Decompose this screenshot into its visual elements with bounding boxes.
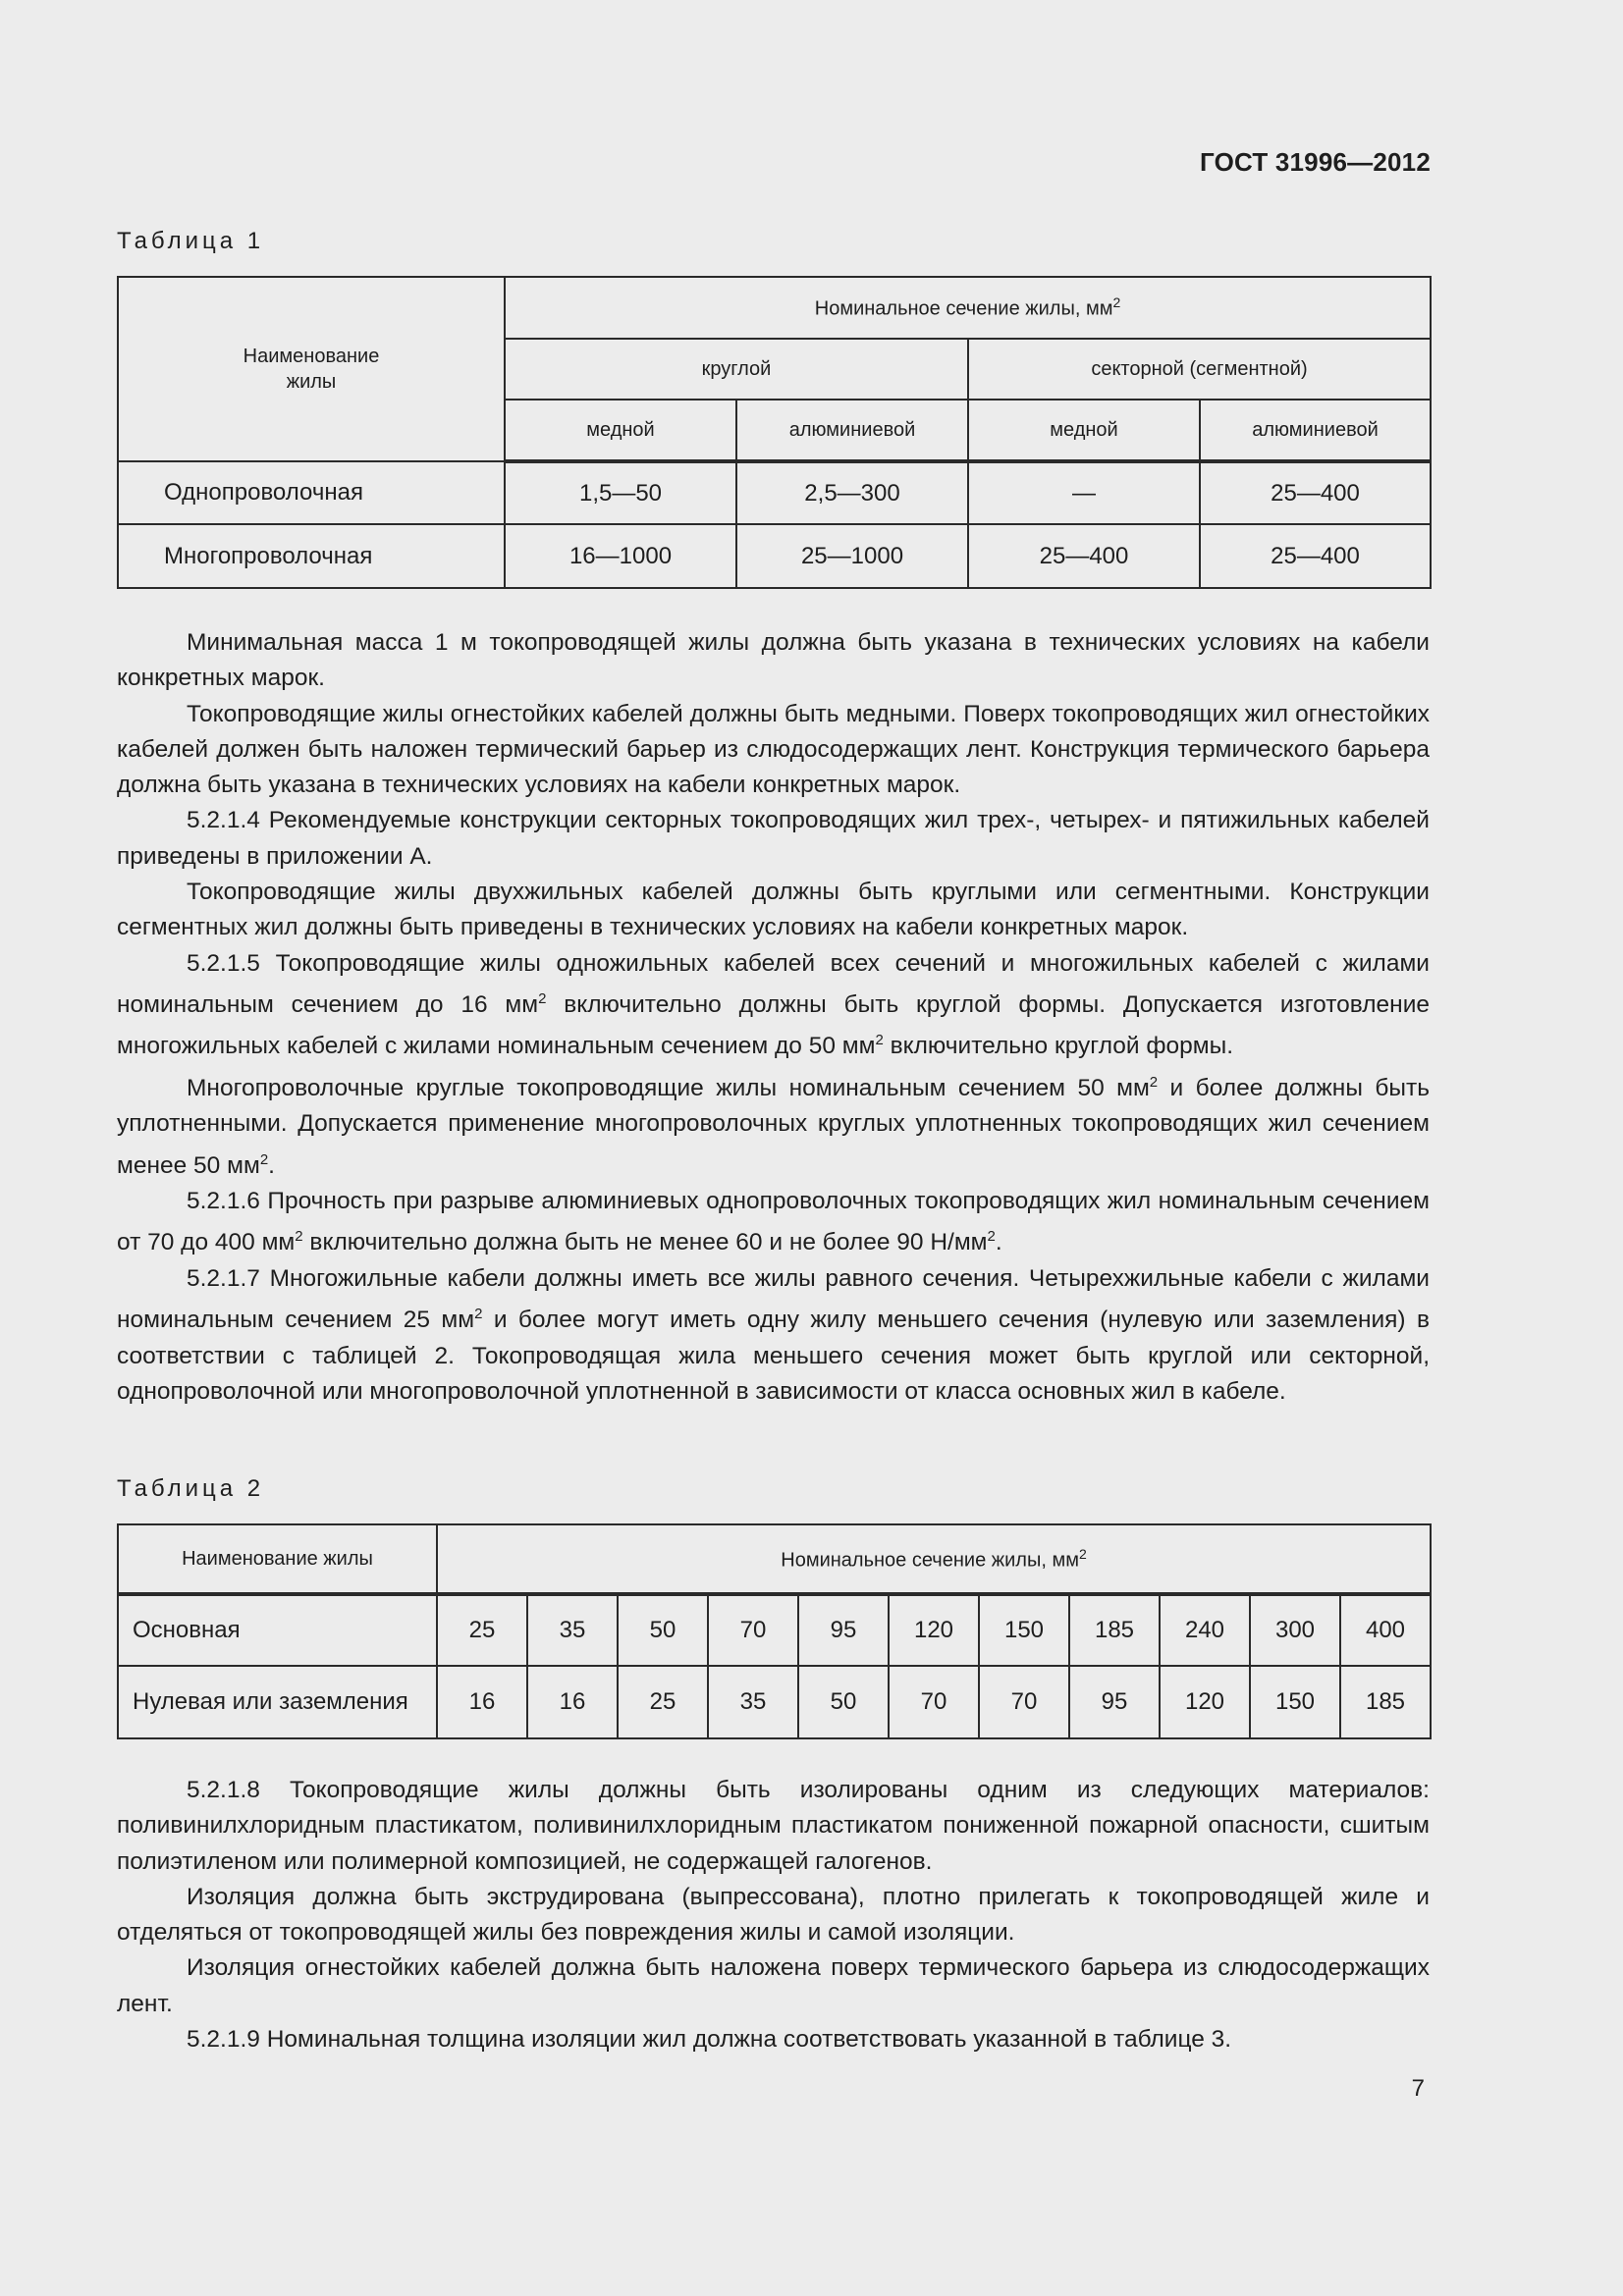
superscript: 2 bbox=[538, 989, 547, 1007]
table-cell: 120 bbox=[889, 1594, 979, 1666]
table-cell: 25—400 bbox=[968, 524, 1200, 588]
table-row bbox=[118, 1594, 1431, 1666]
table-cell: 150 bbox=[1250, 1666, 1340, 1738]
page-number: 7 bbox=[1411, 2075, 1425, 2102]
paragraph: Токопроводящие жилы огнестойких кабелей должны быть медными. Поверх токопроводящих жил огнестойких кабелей должен быть наложен термический барьер из слюдосодержащих лент. Конструкция термического барьера должна быть указана в технических условиях на кабели конкретных марок. bbox=[117, 700, 1430, 799]
table-cell: 150 bbox=[979, 1594, 1069, 1666]
table-cell: 70 bbox=[979, 1666, 1069, 1738]
text-run: включительно круглой формы. bbox=[883, 1033, 1234, 1060]
paragraph bbox=[117, 1261, 1430, 1410]
table-cell: 240 bbox=[1160, 1594, 1250, 1666]
table-cell: 50 bbox=[798, 1666, 889, 1738]
paragraph bbox=[117, 1065, 1430, 1184]
table-cell: 95 bbox=[798, 1594, 889, 1666]
table-1-row-name: Однопроволочная bbox=[118, 461, 505, 524]
table-cell: 25—400 bbox=[1200, 524, 1431, 588]
paragraph: Изоляция огнестойких кабелей должна быть наложена поверх термического барьера из слюдосодержащих лент. bbox=[117, 1954, 1430, 2017]
body-text-block-2 bbox=[117, 1773, 1430, 2057]
paragraph: 5.2.1.8 Токопроводящие жилы должны быть изолированы одним из следующих материалов: поливинилхлоридным пластикатом, поливинилхлоридным пластикатом пониженной пожарной опасности, сшитым полиэтиленом или полимерной композицией, не содержащей галогенов. bbox=[117, 1777, 1430, 1875]
table-1-nominal-header-text: Номинальное сечение жилы, мм bbox=[814, 297, 1113, 320]
superscript: 2 bbox=[259, 1150, 269, 1168]
table-cell: 120 bbox=[1160, 1666, 1250, 1738]
table-cell: 35 bbox=[708, 1666, 798, 1738]
table-1-caption: Таблица 1 bbox=[117, 228, 265, 254]
text-run: . bbox=[268, 1151, 275, 1179]
table-cell: — bbox=[968, 461, 1200, 524]
table-cell: 400 bbox=[1340, 1594, 1431, 1666]
body-text-block-1 bbox=[117, 625, 1430, 1410]
table-row bbox=[118, 461, 1431, 524]
paragraph: Изоляция должна быть экструдирована (выпрессована), плотно прилегать к токопроводящей жиле и отделяться от токопроводящей жилы без повреждения жилы и самой изоляции. bbox=[117, 1883, 1430, 1947]
table-cell: 35 bbox=[527, 1594, 618, 1666]
table-2-row-name: Нулевая или заземления bbox=[118, 1666, 437, 1738]
table-1-row-name: Многопроволочная bbox=[118, 524, 505, 588]
text-run: 5.2.1.5 Токопроводящие жилы одножильных кабелей всех сечений и многожильных кабелей с жилами номинальным сечением до 16 мм bbox=[117, 949, 1430, 1019]
table-cell: 95 bbox=[1069, 1666, 1160, 1738]
text-run: 5.2.1.7 Многожильные кабели должны иметь все жилы равного сечения. Четырехжильные кабели с жилами номинальным сечением 25 мм bbox=[117, 1264, 1430, 1334]
table-2-nominal-header-sup: 2 bbox=[1078, 1545, 1087, 1562]
table-row bbox=[118, 524, 1431, 588]
table-1-subheader: медной bbox=[505, 400, 736, 461]
table-2-caption: Таблица 2 bbox=[117, 1475, 265, 1502]
superscript: 2 bbox=[987, 1228, 996, 1246]
superscript: 2 bbox=[1149, 1073, 1159, 1091]
superscript: 2 bbox=[295, 1228, 303, 1246]
table-1-subheader: медной bbox=[968, 400, 1200, 461]
table-cell: 25 bbox=[437, 1594, 527, 1666]
table-cell: 185 bbox=[1069, 1594, 1160, 1666]
text-run: включительно должны быть круглой формы. Допускается изготовление многожильных кабелей с жилами номинальным сечением до 50 мм bbox=[117, 991, 1431, 1060]
table-2-nominal-header-text: Номинальное сечение жилы, мм bbox=[781, 1549, 1079, 1572]
table-1-name-header bbox=[118, 277, 505, 461]
table-cell: 2,5—300 bbox=[736, 461, 968, 524]
table-2 bbox=[117, 1523, 1432, 1739]
text-run: и более должны быть уплотненными. Допускается применение многопроволочных круглых уплотненных токопроводящих жил сечением менее 50 мм bbox=[117, 1075, 1430, 1179]
table-cell: 70 bbox=[889, 1666, 979, 1738]
paragraph bbox=[117, 1184, 1430, 1261]
table-2-name-header: Наименование жилы bbox=[118, 1524, 437, 1594]
table-1-group-sector: секторной (сегментной) bbox=[968, 339, 1431, 400]
text-run: включительно должна быть не менее 60 и не более 90 Н/мм bbox=[302, 1229, 988, 1256]
paragraph: Токопроводящие жилы двухжильных кабелей должны быть круглыми или сегментными. Конструкции сегментных жил должны быть приведены в технических условиях на кабели конкретных марок. bbox=[117, 879, 1430, 941]
paragraph bbox=[117, 946, 1430, 1065]
paragraph: 5.2.1.9 Номинальная толщина изоляции жил должна соответствовать указанной в таблице 3. bbox=[187, 2026, 1232, 2054]
table-cell: 16 bbox=[527, 1666, 618, 1738]
table-cell: 25—400 bbox=[1200, 461, 1431, 524]
text-run: и более могут иметь одну жилу меньшего сечения (нулевую или заземления) в соответствии с таблицей 2. Токопроводящая жила меньшего сечения может быть круглой или секторной, однопроволочной или многопроволочной уплотненной в зависимости от класса основных жил в кабеле. bbox=[117, 1307, 1430, 1405]
paragraph: 5.2.1.4 Рекомендуемые конструкции секторных токопроводящих жил трех-, четырех- и пятижильных кабелей приведены в приложении А. bbox=[117, 807, 1430, 870]
table-1-name-header-text: Наименование жилы bbox=[243, 346, 380, 393]
superscript: 2 bbox=[875, 1032, 884, 1049]
table-2-row-name: Основная bbox=[118, 1594, 437, 1666]
table-cell: 300 bbox=[1250, 1594, 1340, 1666]
table-1-nominal-header bbox=[505, 277, 1431, 339]
text-run: . bbox=[995, 1229, 1002, 1256]
table-cell: 16—1000 bbox=[505, 524, 736, 588]
table-1-nominal-header-sup: 2 bbox=[1112, 294, 1121, 311]
table-1 bbox=[117, 276, 1432, 589]
table-cell: 50 bbox=[618, 1594, 708, 1666]
table-cell: 185 bbox=[1340, 1666, 1431, 1738]
table-1-subheader: алюминиевой bbox=[1200, 400, 1431, 461]
table-cell: 70 bbox=[708, 1594, 798, 1666]
table-2-nominal-header bbox=[437, 1524, 1431, 1594]
table-cell: 1,5—50 bbox=[505, 461, 736, 524]
text-run: 5.2.1.6 Прочность при разрыве алюминиевых однопроволочных токопроводящих жил номинальным сечением от 70 до 400 мм bbox=[117, 1188, 1430, 1256]
table-cell: 25 bbox=[618, 1666, 708, 1738]
document-id: ГОСТ 31996—2012 bbox=[1200, 147, 1431, 177]
text-run: Многопроволочные круглые токопроводящие жилы номинальным сечением 50 мм bbox=[187, 1075, 1150, 1102]
table-cell: 25—1000 bbox=[736, 524, 968, 588]
table-row bbox=[118, 1666, 1431, 1738]
table-1-group-round: круглой bbox=[505, 339, 968, 400]
superscript: 2 bbox=[474, 1306, 483, 1323]
paragraph: Минимальная масса 1 м токопроводящей жилы должна быть указана в технических условиях на кабели конкретных марок. bbox=[117, 629, 1430, 692]
table-1-subheader: алюминиевой bbox=[736, 400, 968, 461]
table-cell: 16 bbox=[437, 1666, 527, 1738]
